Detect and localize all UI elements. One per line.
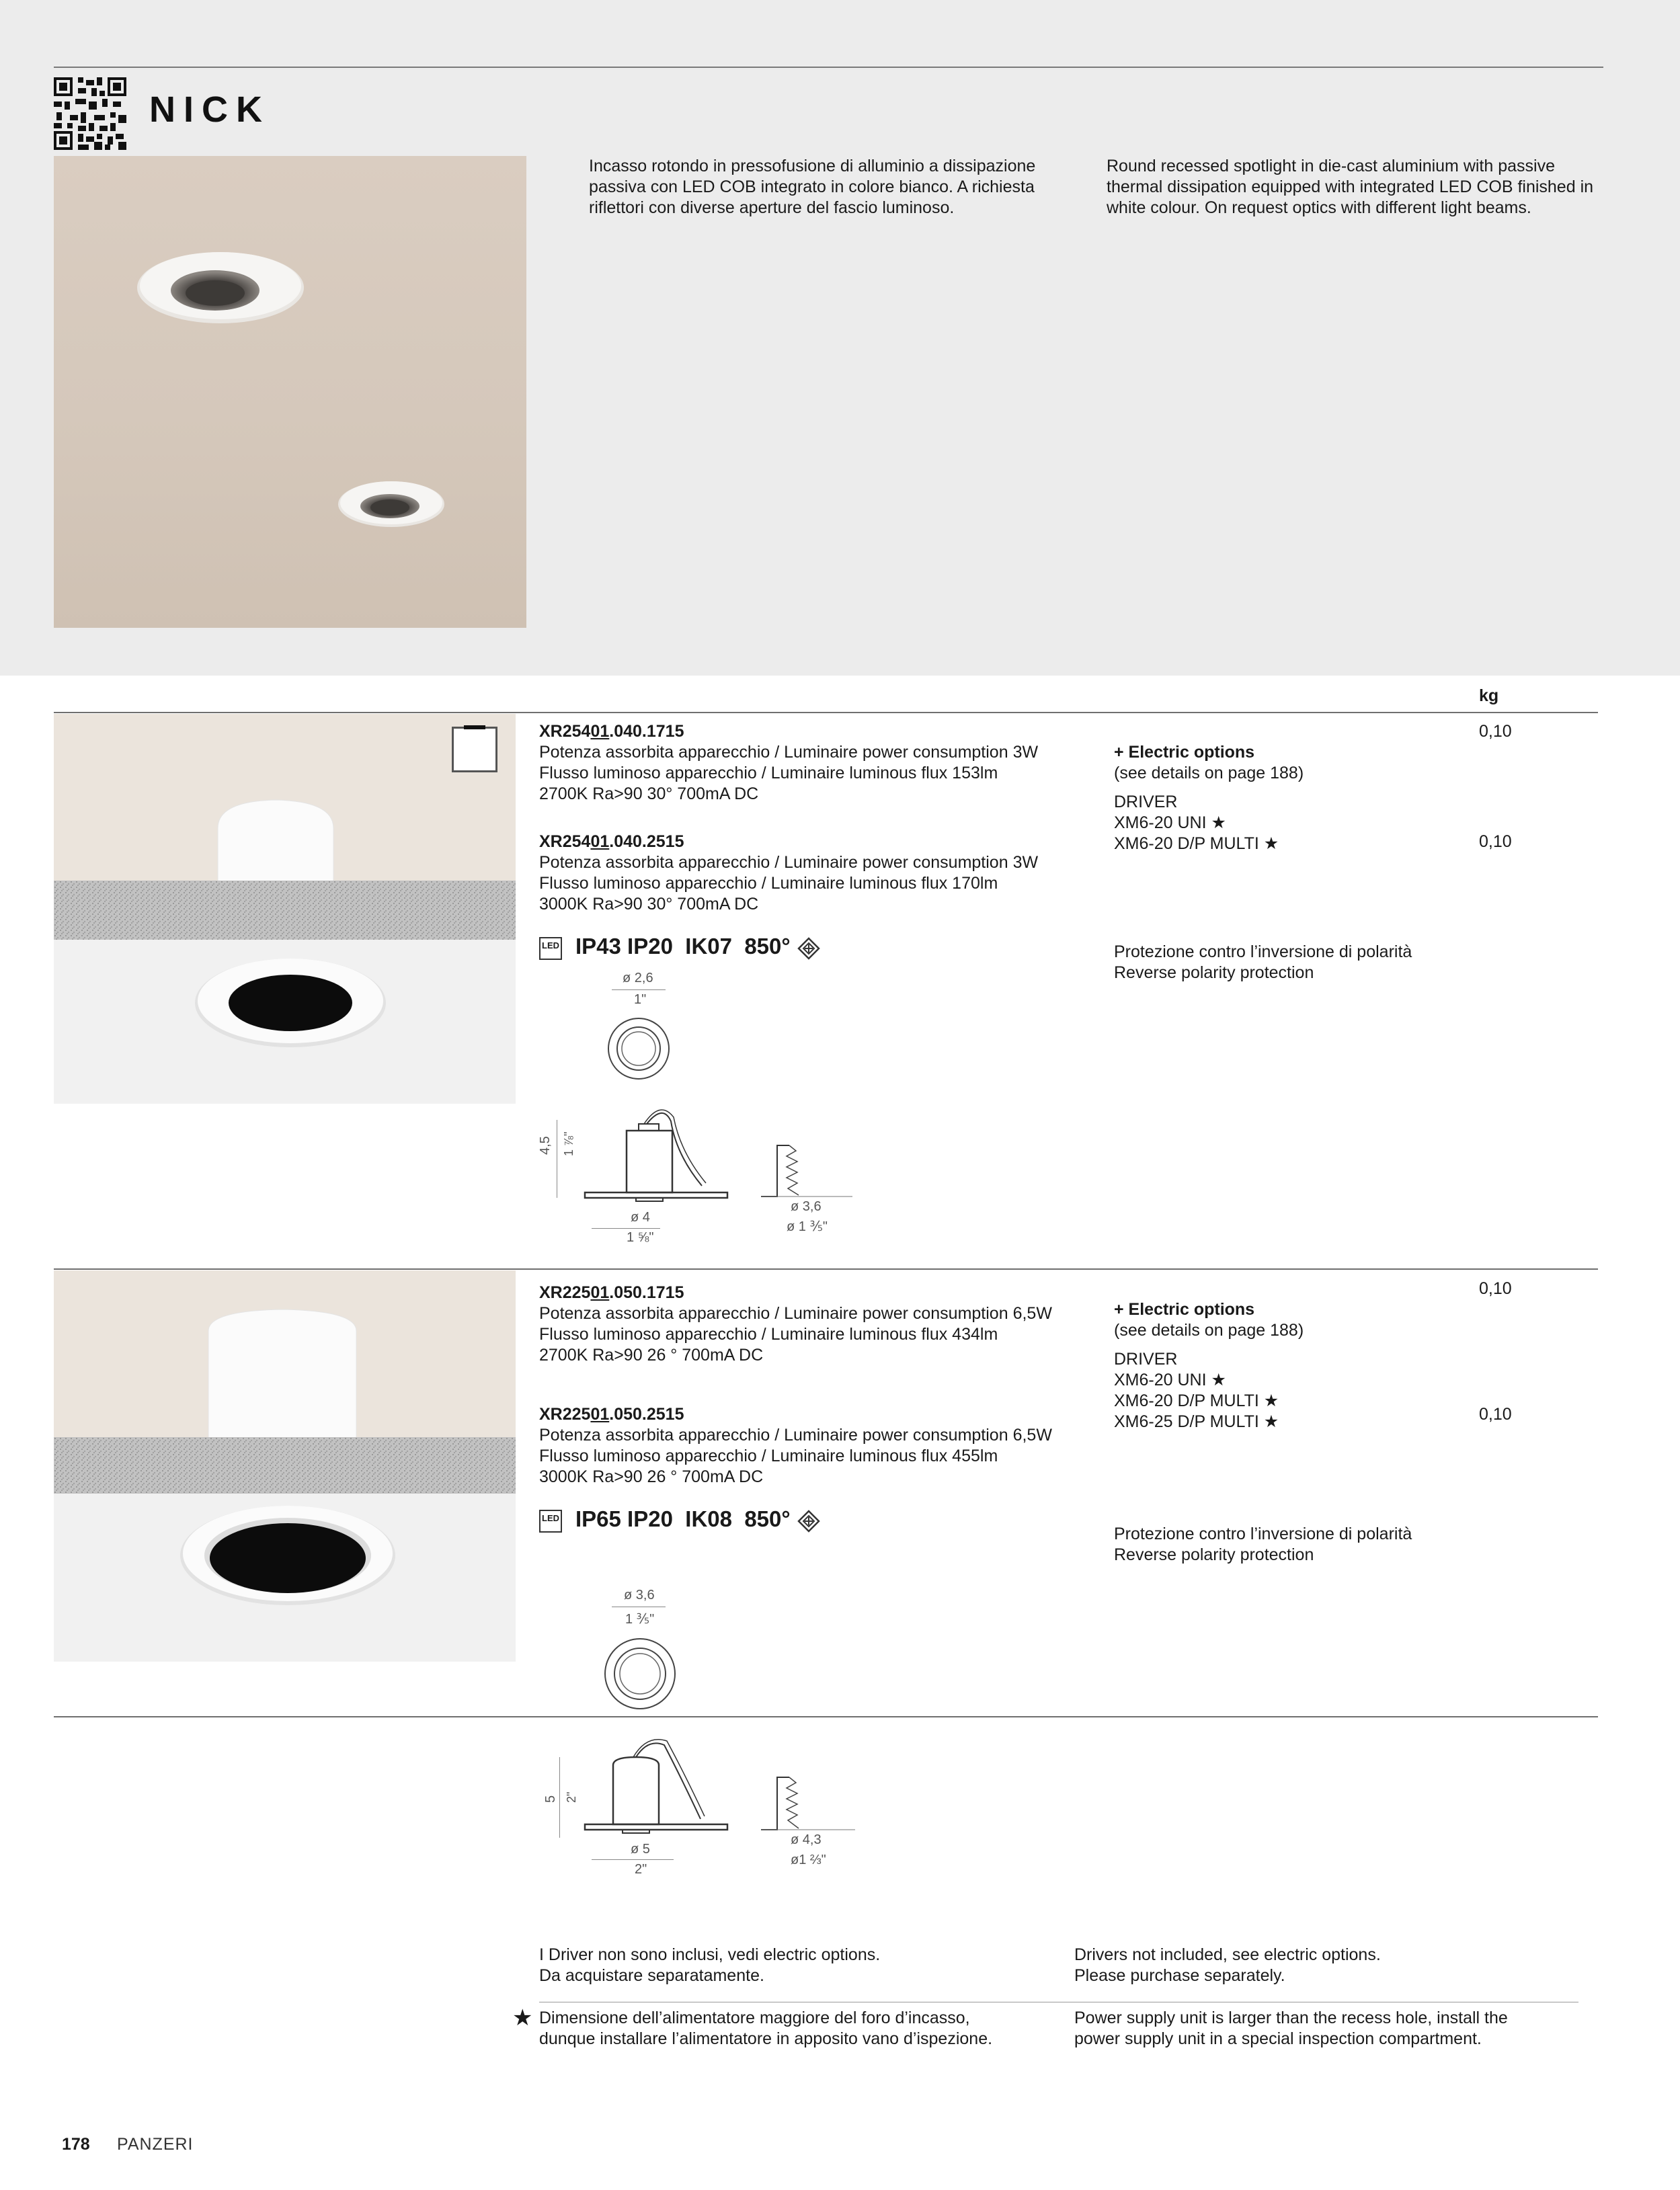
star-icon: ★: [1263, 834, 1279, 853]
qr-code-icon: [54, 77, 126, 150]
product-title: NICK: [149, 89, 270, 130]
recess-hole-drawing: [760, 1775, 856, 1832]
hole-diameter-label: ø 3,6: [791, 1199, 822, 1214]
product-1-electric-options: + Electric options (see details on page 188) DRIVER XM6-20 UNI ★ XM6-20 D/P MULTI ★: [1114, 743, 1304, 853]
product-2-weight-2: 0,10: [1479, 1405, 1512, 1424]
product-2-electric-options: + Electric options (see details on page 188) DRIVER XM6-20 UNI ★ XM6-20 D/P MULTI ★ XM6-25 D/P MULTI ★: [1114, 1300, 1304, 1431]
ip-ratings: IP43 IP20 IK07 850°: [575, 934, 791, 959]
product-code: XR25401.040.1715: [539, 722, 684, 741]
rating-diamond-icon: [797, 937, 820, 960]
product-2-item-1: XR22501.050.1715 Potenza assorbita apparecchio / Luminaire power consumption 6,5W Flusso luminoso apparecchio / Luminaire luminous flux 434lm 2700K Ra>90 26 ° 700mA DC: [539, 1283, 1052, 1365]
hole-diameter-inch: ø 1 ⅗": [787, 1219, 828, 1234]
recess-hole-drawing: [760, 1143, 854, 1199]
side-view-drawing: [582, 1736, 730, 1836]
hero-photo: [54, 156, 526, 628]
star-icon: ★: [512, 2005, 533, 2031]
product-2-protection: Protezione contro l’inversione di polarità Reverse polarity protection: [1114, 1525, 1412, 1564]
page-number: 178: [62, 2135, 90, 2154]
top-diameter-inch: 1": [634, 992, 647, 1007]
side-view-drawing: [582, 1108, 730, 1205]
note-power-supply-english: Power supply unit is larger than the recess hole, install the power supply unit in a special inspection compartment.: [1074, 2009, 1508, 2048]
product-code: XR22501.050.2515: [539, 1405, 684, 1424]
product-1-protection: Protezione contro l’inversione di polarità Reverse polarity protection: [1114, 942, 1412, 982]
product-1-weight-1: 0,10: [1479, 722, 1512, 741]
star-icon: ★: [1263, 1412, 1279, 1431]
description-english: Round recessed spotlight in die-cast aluminium with passive thermal dissipation equipped with integrated LED COB finished in white colour. On request optics with different light beams.: [1107, 157, 1594, 217]
top-diameter-label: ø 3,6: [624, 1588, 655, 1603]
height-label: 5: [543, 1795, 558, 1803]
product-1-photo: [54, 714, 516, 1104]
note-power-supply-italian: Dimensione dell’alimentatore maggiore del foro d’incasso, dunque installare l’alimentatore in apposito vano d’ispezione.: [539, 2009, 993, 2048]
height-inch: 2": [565, 1791, 578, 1803]
product-code: XR25401.040.2515: [539, 832, 684, 851]
star-icon: ★: [1263, 1391, 1279, 1410]
product-1-weight-2: 0,10: [1479, 832, 1512, 851]
note-drivers-italian: I Driver non sono inclusi, vedi electric options. Da acquistare separatamente.: [539, 1945, 881, 1985]
note-drivers-english: Drivers not included, see electric options. Please purchase separately.: [1074, 1945, 1381, 1985]
hole-diameter-inch: ø1 ⅔": [791, 1853, 826, 1867]
height-label: 4,5: [538, 1136, 553, 1155]
base-diameter-inch: 2": [635, 1862, 647, 1877]
star-icon: ★: [1211, 1371, 1226, 1389]
brand-name: PANZERI: [117, 2135, 194, 2154]
base-diameter-inch: 1 ⅝": [627, 1230, 654, 1245]
product-1-image: [54, 714, 516, 1104]
rating-diamond-icon: [797, 1510, 820, 1533]
height-inch: 1 ⅞": [562, 1131, 575, 1156]
top-view-drawing: [602, 1636, 678, 1711]
description-italian: Incasso rotondo in pressofusione di alluminio a dissipazione passiva con LED COB integrato in colore bianco. A richiesta riflettori con diverse aperture del fascio luminoso.: [589, 157, 1036, 217]
base-diameter-label: ø 4: [631, 1210, 650, 1225]
product-2-image: [54, 1270, 516, 1662]
ceiling-spotlights-image: [54, 156, 526, 628]
top-diameter-inch: 1 ⅗": [625, 1612, 655, 1627]
product-1-item-2: XR25401.040.2515 Potenza assorbita apparecchio / Luminaire power consumption 3W Flusso luminoso apparecchio / Luminaire luminous flux 170lm 3000K Ra>90 30° 700mA DC: [539, 832, 1039, 914]
led-icon: LED: [539, 937, 562, 960]
dim-line: [559, 1757, 560, 1838]
product-2-item-2: XR22501.050.2515 Potenza assorbita apparecchio / Luminaire power consumption 6,5W Flusso luminoso apparecchio / Luminaire luminous flux 455lm 3000K Ra>90 26 ° 700mA DC: [539, 1405, 1052, 1486]
top-view-drawing: [606, 1016, 671, 1081]
ip-ratings: IP65 IP20 IK08 850°: [575, 1506, 791, 1531]
product-1-rule: [54, 712, 1598, 713]
product-1-item-1: XR25401.040.1715 Potenza assorbita apparecchio / Luminaire power consumption 3W Flusso luminoso apparecchio / Luminaire luminous flux 153lm 2700K Ra>90 30° 700mA DC: [539, 722, 1039, 803]
product-code: XR22501.050.1715: [539, 1283, 684, 1302]
dim-line: [592, 1859, 674, 1860]
product-2-rule: [54, 1268, 1598, 1270]
led-icon: LED: [539, 1510, 562, 1533]
top-rule: [54, 67, 1603, 68]
new-badge-mark: [464, 725, 485, 729]
product-2-bottom-rule: [54, 1716, 1598, 1717]
hole-diameter-label: ø 4,3: [791, 1832, 822, 1847]
star-icon: ★: [1211, 813, 1226, 832]
base-diameter-label: ø 5: [631, 1842, 650, 1857]
dim-line: [612, 989, 666, 990]
dim-line: [592, 1228, 660, 1229]
kg-column-header: kg: [1479, 686, 1499, 705]
product-2-weight-1: 0,10: [1479, 1279, 1512, 1298]
top-diameter-label: ø 2,6: [623, 971, 653, 985]
new-badge: [452, 727, 497, 772]
product-2-photo: [54, 1270, 516, 1662]
